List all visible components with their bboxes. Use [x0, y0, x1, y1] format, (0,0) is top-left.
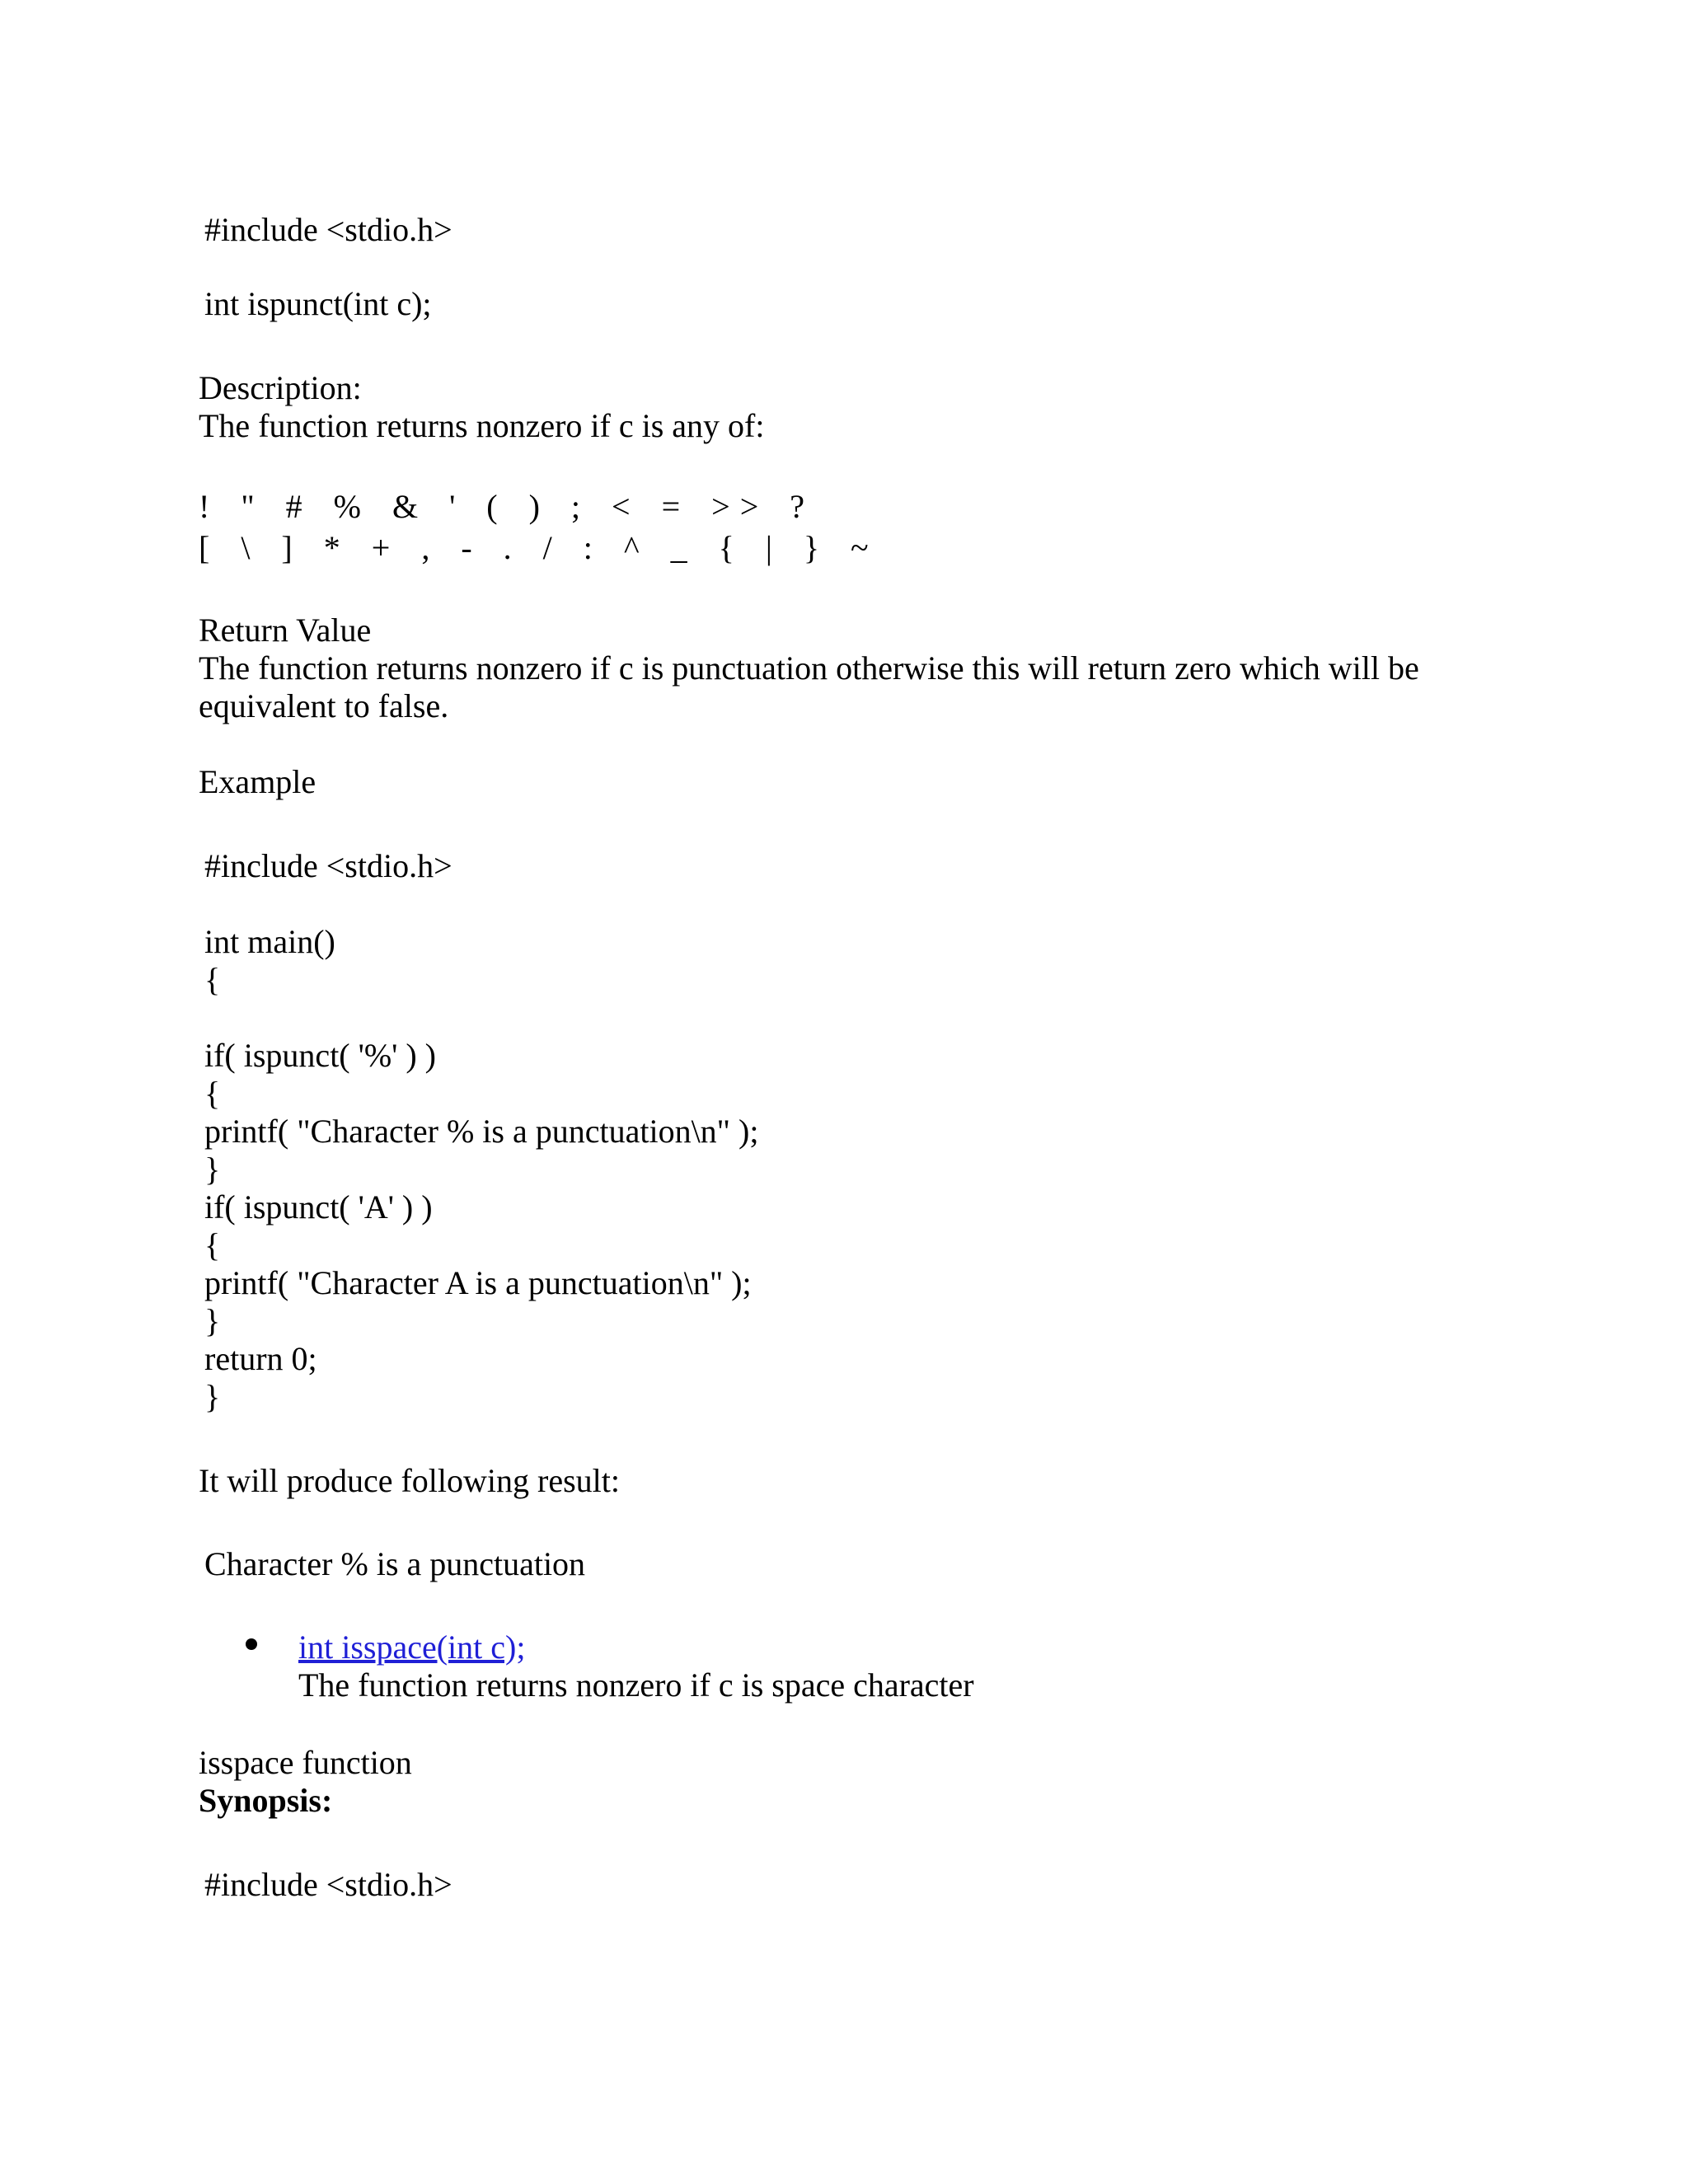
result-output: Character % is a punctuation [204, 1545, 586, 1582]
isspace-link[interactable]: int isspace(int c); [298, 1629, 526, 1666]
code-line: printf( "Character A is a punctuation\n" ); [204, 1264, 752, 1301]
include-line: #include <stdio.h> [204, 1866, 452, 1903]
function-prototype: int ispunct(int c); [204, 285, 432, 322]
code-line: int main() [204, 923, 335, 960]
example-heading: Example [199, 763, 316, 800]
isspace-section-title: isspace function [199, 1744, 412, 1781]
code-line: } [204, 1151, 221, 1188]
code-line: #include <stdio.h> [204, 847, 452, 884]
return-value-heading: Return Value [199, 612, 372, 649]
code-line: { [204, 1226, 221, 1263]
synopsis-heading: Synopsis: [199, 1782, 333, 1819]
return-value-text-line-2: equivalent to false. [199, 687, 449, 724]
description-text: The function returns nonzero if c is any of: [199, 407, 765, 444]
code-line: { [204, 961, 221, 998]
description-heading: Description: [199, 369, 362, 406]
code-line: return 0; [204, 1340, 317, 1377]
code-line: if( ispunct( 'A' ) ) [204, 1188, 433, 1226]
include-line: #include <stdio.h> [204, 211, 452, 248]
return-value-text-line-1: The function returns nonzero if c is punctuation otherwise this will return zero which will be [199, 649, 1419, 687]
punctuation-list-line-1: ! " # % & ' ( ) ; < = >> ? [199, 488, 815, 525]
code-line: } [204, 1378, 221, 1415]
punctuation-list-line-2: [ \ ] * + , - . / : ^ _ { | } ~ [199, 529, 879, 566]
code-line: { [204, 1075, 221, 1112]
code-line: if( ispunct( '%' ) ) [204, 1037, 436, 1074]
code-line: } [204, 1302, 221, 1339]
bullet-icon [246, 1638, 257, 1650]
isspace-description: The function returns nonzero if c is space character [298, 1666, 974, 1704]
code-line: printf( "Character % is a punctuation\n" ); [204, 1113, 759, 1150]
result-intro: It will produce following result: [199, 1462, 621, 1499]
